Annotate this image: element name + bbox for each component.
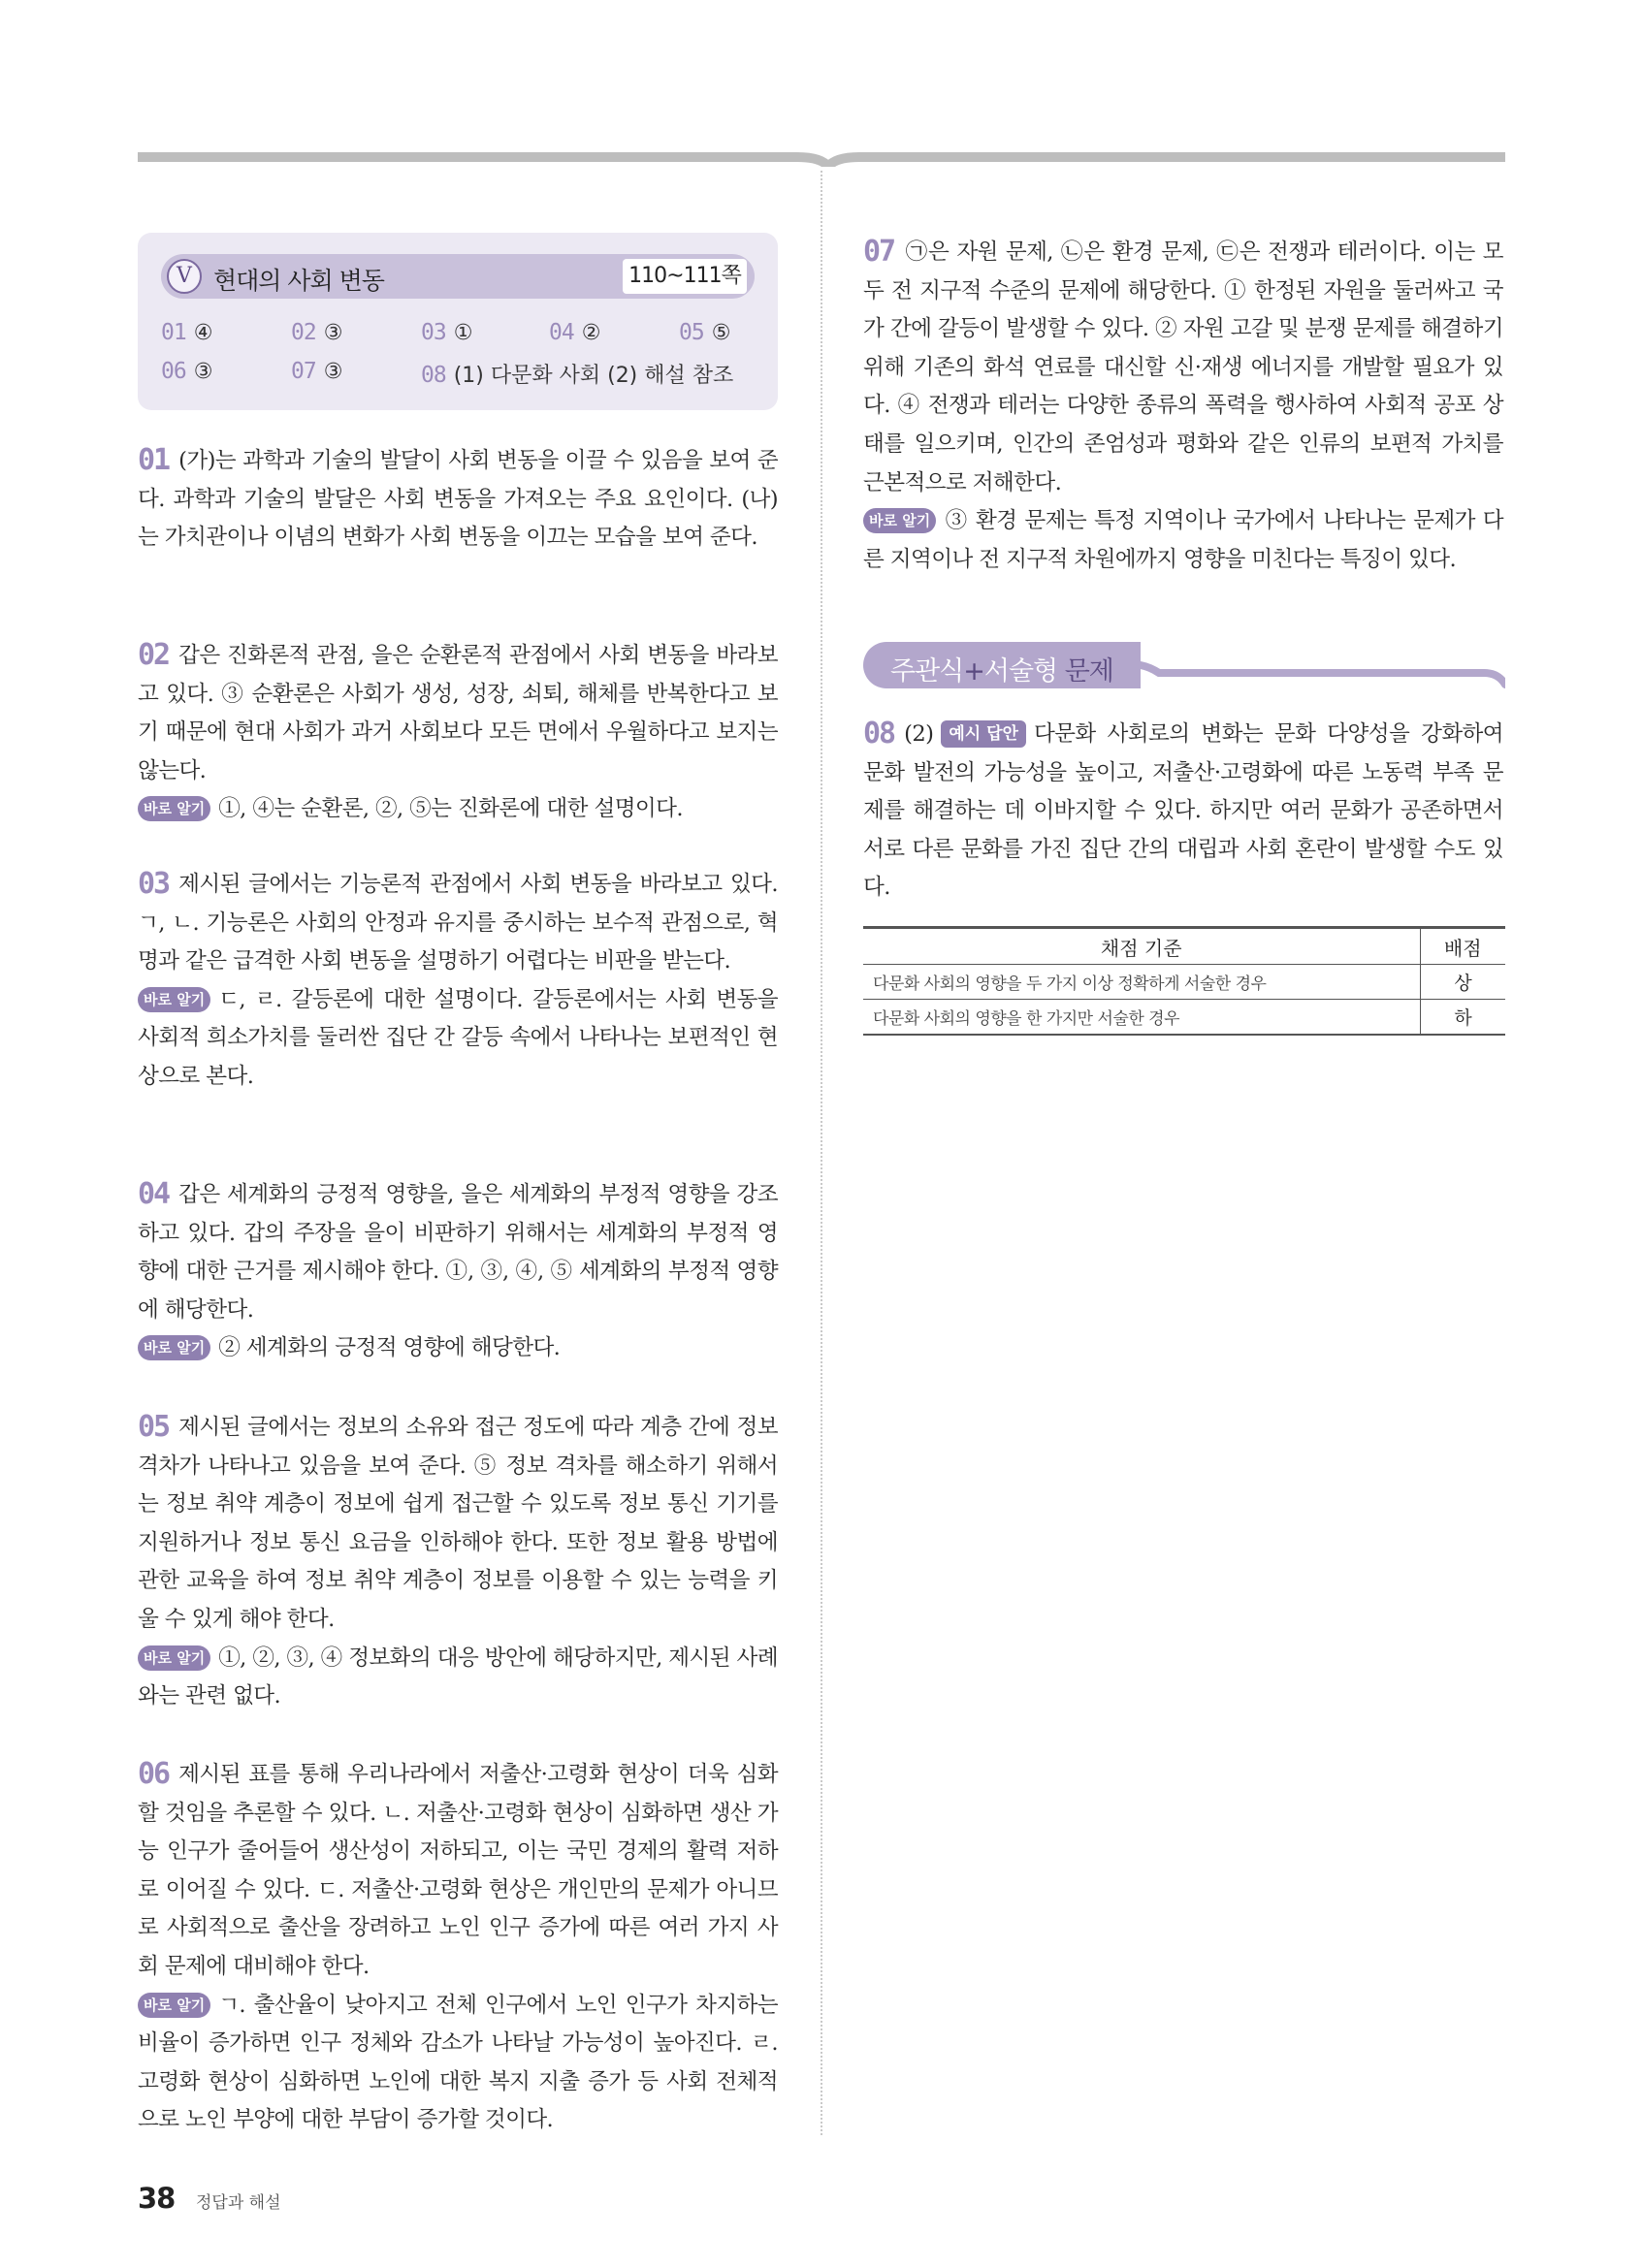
table-row: [863, 965, 1505, 1000]
column-divider: [821, 171, 822, 2135]
correction-text: ①, ④는 순환론, ②, ⑤는 진화론에 대한 설명이다.: [218, 796, 683, 822]
explanation-text: (가)는 과학과 기술의 발달이 사회 변동을 이끌 수 있음을 보여 준다. 과학과 기술의 발달은 사회 변동을 가져오는 주요 요인이다. (나)는 가치관이나 이념의 변화가 사회 변동을 이끄는 모습을 보여 준다.: [138, 448, 778, 551]
answer-item: 06 ③: [161, 359, 213, 384]
sub-question-label: (2): [904, 721, 934, 747]
question-number: 07: [863, 235, 895, 269]
answer-item: 08 (1) 다문화 사회 (2) 해설 참조: [421, 363, 734, 388]
correction-text: ㄷ, ㄹ. 갈등론에 대한 설명이다. 갈등론에서는 사회 변동을 사회적 희소가치를 둘러싼 집단 간 갈등 속에서 나타나는 보편적인 현상으로 본다.: [138, 986, 778, 1089]
question-06: [138, 1755, 778, 2140]
question-01: [138, 441, 778, 558]
grading-table: [863, 926, 1505, 1036]
top-rule: [138, 151, 1505, 167]
section-header: [863, 642, 1505, 692]
grading-header-score: 배점: [1420, 928, 1505, 965]
correction-tag: 바로 알기: [138, 1645, 210, 1671]
answer-item: 02 ③: [291, 320, 343, 345]
correction-text: ㄱ. 출산율이 낮아지고 전체 인구에서 노인 인구가 차지하는 비율이 증가하면 인구 정체와 감소가 나타날 가능성이 높아진다. ㄹ. 고령화 현상이 심화하면 노인에 대한 복지 지출 증가 등 사회 전체적으로 노인 부양에 대한 부담이 증가할 것이다.: [138, 1992, 778, 2133]
question-number: 05: [138, 1410, 170, 1444]
chapter-number-badge: V: [167, 259, 202, 294]
grading-criteria: 다문화 사회의 영향을 한 가지만 서술한 경우: [863, 1000, 1420, 1035]
correction-tag: 바로 알기: [863, 508, 936, 533]
answer-item: 03 ①: [421, 320, 473, 345]
question-number: 01: [138, 443, 170, 477]
question-03: [138, 865, 778, 1097]
grading-header-criteria: 채점 기준: [863, 928, 1420, 965]
explanation-text: 다문화 사회로의 변화는 문화 다양성을 강화하여 문화 발전의 가능성을 높이고, 저출산·고령화에 따른 노동력 부족 문제를 해결하는 데 이바지할 수 있다. 하지만 여러 문화가 공존하면서 서로 다른 문화를 가진 집단 간의 대립과 사회 혼란이 발생할 수도 있다.: [863, 721, 1503, 901]
correction-tag: 바로 알기: [138, 1335, 210, 1360]
question-08: [863, 715, 1503, 908]
chapter-pages: 110~111쪽: [623, 259, 747, 294]
grading-score: 하: [1420, 1000, 1505, 1035]
answer-item: 04 ②: [549, 320, 601, 345]
table-row: [863, 1000, 1505, 1035]
explanation-text: ㉠은 자원 문제, ㉡은 환경 문제, ㉢은 전쟁과 테러이다. 이는 모두 전 지구적 수준의 문제에 해당한다. ① 한정된 자원을 둘러싸고 국가 간에 갈등이 발생할 수 있다. ② 자원 고갈 및 분쟁 문제를 해결하기 위해 기존의 화석 연료를 대신할 신·재생 에너지를 개발할 필요가 있다. ④ 전쟁과 테러는 다양한 종류의 폭력을 행사하여 사회적 공포 상태를 일으키며, 인간의 존엄성과 평화와 같은 인류의 보편적 가치를 근본적으로 저해한다.: [863, 240, 1503, 495]
grading-score: 상: [1420, 965, 1505, 1000]
chapter-title: 현대의 사회 변동: [213, 267, 384, 295]
explanation-text: 갑은 진화론적 관점, 을은 순환론적 관점에서 사회 변동을 바라보고 있다. ③ 순환론은 사회가 생성, 성장, 쇠퇴, 해체를 반복한다고 보기 때문에 현대 사회가 과거 사회보다 모든 면에서 우월하다고 보지는 않는다.: [138, 643, 778, 783]
question-number: 03: [138, 867, 170, 901]
correction-text: ③ 환경 문제는 특정 지역이나 국가에서 나타나는 문제가 다른 지역이나 전 지구적 차원에까지 영향을 미친다는 특징이 있다.: [863, 508, 1503, 572]
answer-item: 07 ③: [291, 359, 343, 384]
section-header-title: 주관식+서술형 문제: [890, 656, 1113, 687]
explanation-text: 제시된 글에서는 정보의 소유와 접근 정도에 따라 계층 간에 정보 격차가 나타나고 있음을 보여 준다. ⑤ 정보 격차를 해소하기 위해서는 정보 취약 계층이 정보에 쉽게 접근할 수 있도록 정보 통신 기기를 지원하거나 정보 통신 요금을 인하해야 한다. 또한 정보 활용 방법에 관한 교육을 하여 정보 취약 계층이 정보를 이용할 수 있는 능력을 키울 수 있게 해야 한다.: [138, 1415, 778, 1632]
explanation-text: 제시된 글에서는 기능론적 관점에서 사회 변동을 바라보고 있다. ㄱ, ㄴ. 기능론은 사회의 안정과 유지를 중시하는 보수적 관점으로, 혁명과 같은 급격한 사회 변동을 설명하기 어렵다는 비판을 받는다.: [138, 872, 778, 974]
question-07: [863, 233, 1503, 579]
example-answer-tag: 예시 답안: [941, 720, 1026, 748]
page-label: 정답과 해설: [196, 2193, 281, 2213]
question-number: 08: [863, 717, 895, 751]
correction-text: ①, ②, ③, ④ 정보화의 대응 방안에 해당하지만, 제시된 사례와는 관련 없다.: [138, 1645, 779, 1709]
answer-summary-box: [138, 233, 778, 410]
question-number: 02: [138, 638, 170, 672]
page-number: 38: [138, 2182, 176, 2215]
chapter-bar: [161, 254, 755, 299]
grading-criteria: 다문화 사회의 영향을 두 가지 이상 정확하게 서술한 경우: [863, 965, 1420, 1000]
explanation-text: 갑은 세계화의 긍정적 영향을, 을은 세계화의 부정적 영향을 강조하고 있다. 갑의 주장을 을이 비판하기 위해서는 세계화의 부정적 영향에 대한 근거를 제시해야 한다. ①, ③, ④, ⑤ 세계화의 부정적 영향에 해당한다.: [138, 1182, 778, 1323]
correction-tag: 바로 알기: [138, 987, 210, 1012]
question-number: 04: [138, 1177, 170, 1211]
question-number: 06: [138, 1757, 170, 1791]
correction-tag: 바로 알기: [138, 1993, 210, 2018]
correction-text: ② 세계화의 긍정적 영향에 해당한다.: [218, 1335, 561, 1361]
explanation-text: 제시된 표를 통해 우리나라에서 저출산·고령화 현상이 더욱 심화할 것임을 추론할 수 있다. ㄴ. 저출산·고령화 현상이 심화하면 생산 가능 인구가 줄어들어 생산성이 저하되고, 이는 국민 경제의 활력 저하로 이어질 수 있다. ㄷ. 저출산·고령화 현상은 개인만의 문제가 아니므로 사회적으로 출산을 장려하고 노인 인구 증가에 따른 여러 가지 사회 문제에 대비해야 한다.: [138, 1762, 778, 1979]
question-04: [138, 1175, 778, 1368]
question-05: [138, 1408, 778, 1716]
correction-tag: 바로 알기: [138, 796, 210, 821]
answer-item: 01 ④: [161, 320, 213, 345]
question-02: [138, 636, 778, 829]
answer-item: 05 ⑤: [679, 320, 731, 345]
